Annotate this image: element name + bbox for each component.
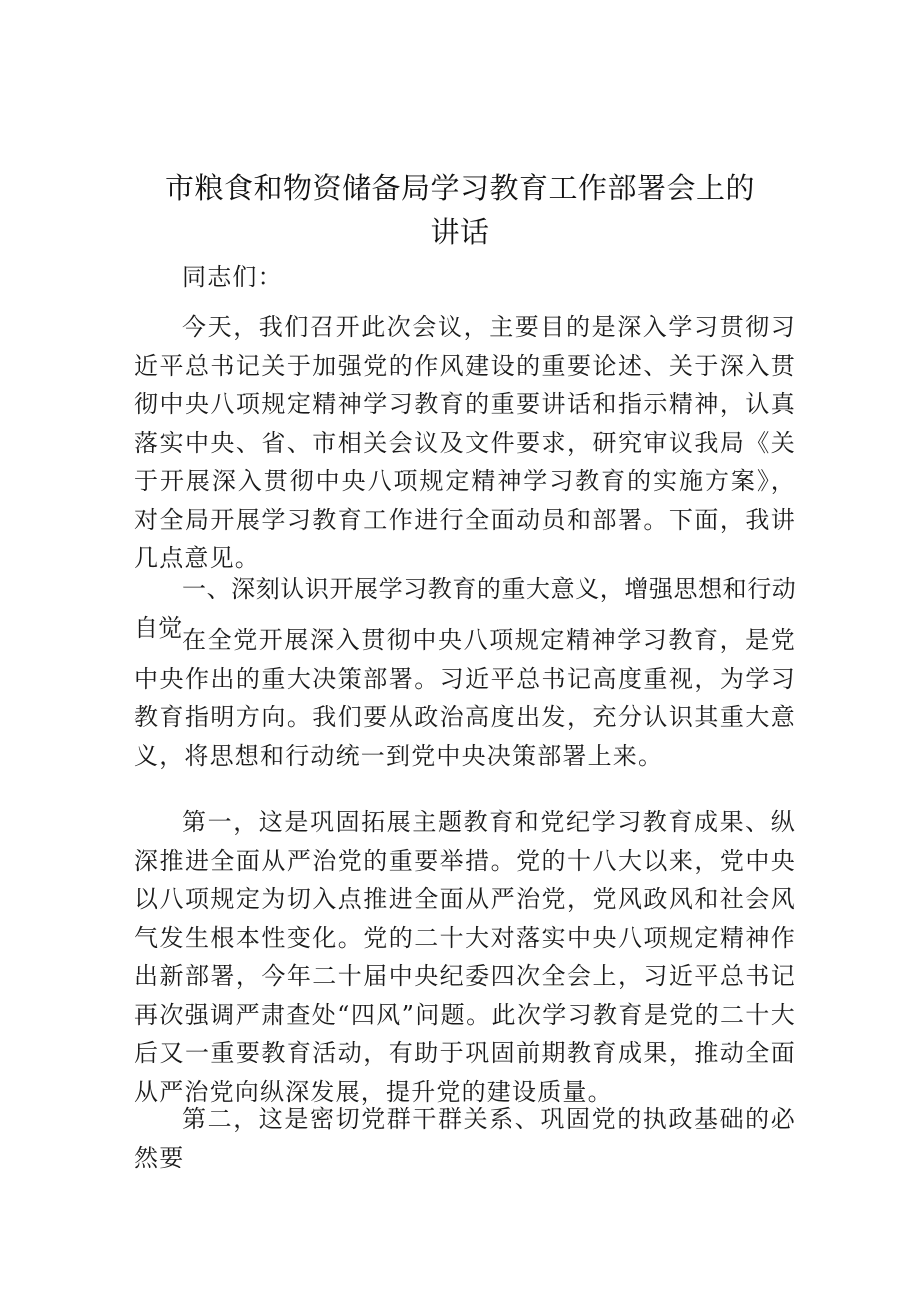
title-line-2: 讲话 (430, 215, 490, 249)
paragraph-opening: 今天，我们召开此次会议，主要目的是深入学习贯彻习近平总书记关于加强党的作风建设的重要论述、关于深入贯彻中央八项规定精神学习教育的重要讲话和指示精神，认真落实中央、省、市相关会议及文件要求，研究审议我局《关于开展深入贯彻中央八项规定精神学习教育的实施方案》，对全局开展学习教育工作进行全面动员和部署。下面，我讲几点意见。 (134, 313, 796, 572)
title-line-1: 市粮食和物资储备局学习教育工作部署会上的 (164, 171, 755, 205)
section-heading-1: 一、深刻认识开展学习教育的重大意义，增强思想和行动自觉 (134, 575, 796, 642)
paragraph-point-2: 第二，这是密切党群干群关系、巩固党的执政基础的必然要 (134, 1105, 796, 1172)
page-title (130, 166, 790, 254)
paragraph-section-1-intro: 在全党开展深入贯彻中央八项规定精神学习教育，是党中央作出的重大决策部署。习近平总书记高度重视，为学习教育指明方向。我们要从政治高度出发，充分认识其重大意义，将思想和行动统一到党中央决策部署上来。 (134, 626, 796, 770)
greeting: 同志们： (182, 263, 283, 291)
paragraph-point-1: 第一，这是巩固拓展主题教育和党纪学习教育成果、纵深推进全面从严治党的重要举措。党的十八大以来，党中央以八项规定为切入点推进全面从严治党，党风政风和社会风气发生根本性变化。党的二十大对落实中央八项规定精神作出新部署，今年二十届中央纪委四次全会上，习近平总书记再次强调严肃查处“四风”问题。此次学习教育是党的二十大后又一重要教育活动，有助于巩固前期教育成果，推动全面从严治党向纵深发展，提升党的建设质量。 (134, 808, 796, 1106)
